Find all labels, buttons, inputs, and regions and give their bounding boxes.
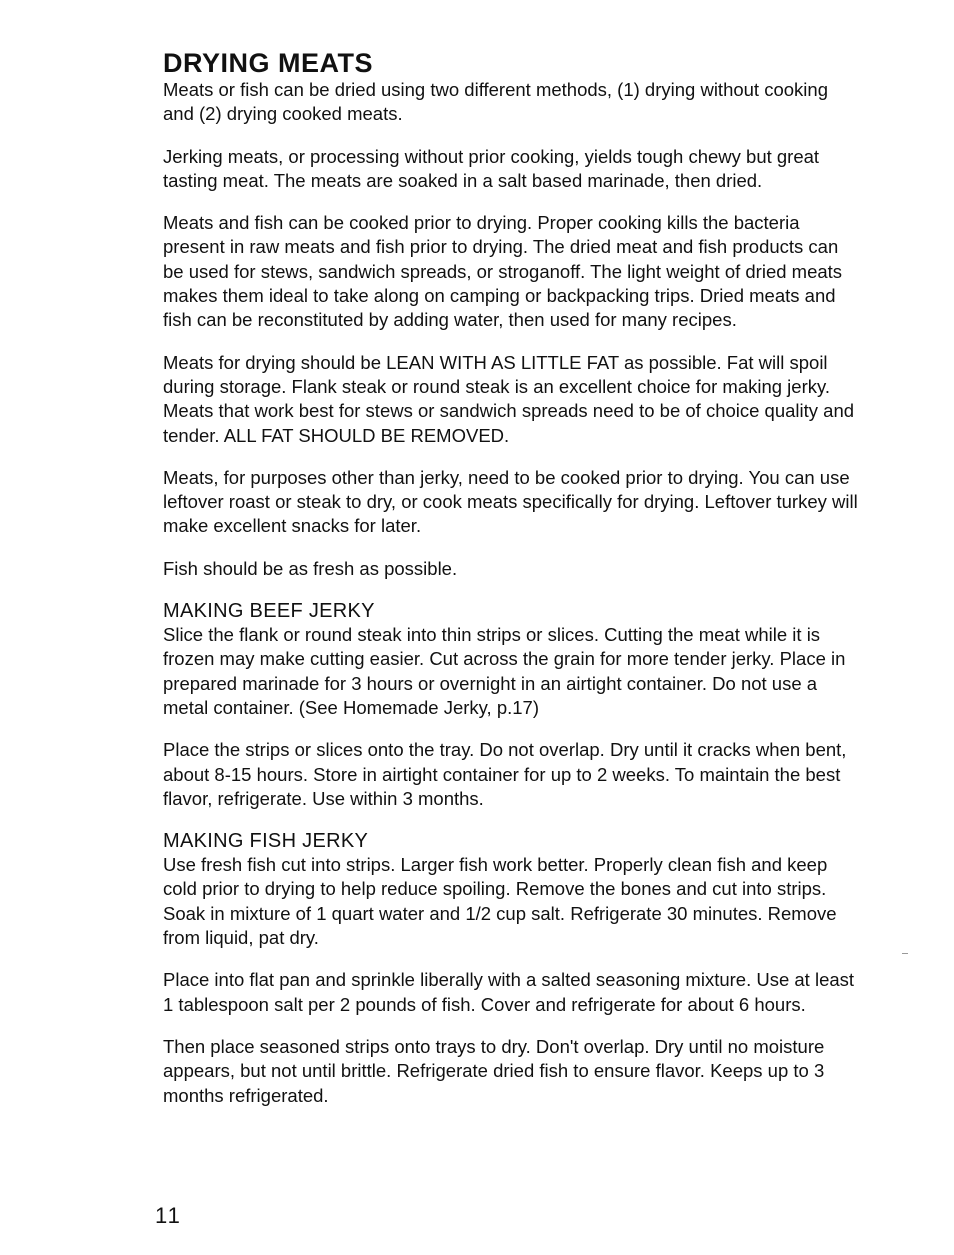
fish-jerky-paragraph-2: Place into flat pan and sprinkle liberally with a salted seasoning mixture. Use at least 1 tablespoon salt per 2 pounds of fish. Cover and refrigerate for about 6 hours. <box>163 969 855 1015</box>
intro-paragraph-4: Meats for drying should be LEAN WITH AS LITTLE FAT as possible. Fat will spoil during storage. Flank steak or round steak is an excellent choice for making jerky. Meats that work best for stews or sandwich spreads need to be of choice quality and tender. ALL FAT SHOULD BE REMOVED. <box>163 351 855 446</box>
beef-jerky-paragraph-1: Slice the flank or round steak into thin strips or slices. Cutting the meat while it is frozen may make cutting easier. Cut across the grain for more tender jerky. Place in prepared marinade for 3 hours or overnight in an airtight container. Do not use a metal container. (See Homemade Jerky, p.17) <box>163 624 846 718</box>
intro-paragraph-1: Meats or fish can be dried using two different methods, (1) drying without cooking and (2) drying cooked meats. <box>163 79 828 125</box>
fish-jerky-paragraph-1: Use fresh fish cut into strips. Larger fish work better. Properly clean fish and keep cold prior to drying to help reduce spoiling. Remove the bones and cut into strips. Soak in mixture of 1 quart water and 1/2 cup salt. Refrigerate 30 minutes. Remove from liquid, pat dry. <box>163 854 837 949</box>
margin-mark <box>902 953 908 954</box>
section-heading-beef-jerky: MAKING BEEF JERKY <box>163 600 375 623</box>
page-title: DRYING MEATS <box>163 48 374 78</box>
intro-paragraph-6: Fish should be as fresh as possible. <box>163 557 458 579</box>
intro-paragraph-3: Meats and fish can be cooked prior to drying. Proper cooking kills the bacteria present in raw meats and fish prior to drying. The dried meat and fish products can be used for stews, sandwich spreads, or stroganoff. The light weight of dried meats makes them ideal to take along on camping or backpacking trips. Dried meats and fish can be reconstituted by adding water, then used for many recipes. <box>163 212 843 331</box>
intro-paragraph-5: Meats, for purposes other than jerky, need to be cooked prior to drying. You can use leftover roast or steak to dry, or cook meats specifically for drying. Leftover turkey will make excellent snacks for later. <box>163 466 858 537</box>
document-page <box>163 48 863 1108</box>
intro-paragraph-2: Jerking meats, or processing without prior cooking, yields tough chewy but great tasting meat. The meats are soaked in a salt based marinade, then dried. <box>163 145 820 191</box>
fish-jerky-paragraph-3: Then place seasoned strips onto trays to dry. Don't overlap. Dry until no moisture appears, but not until brittle. Refrigerate dried fish to ensure flavor. Keeps up to 3 months refrigerated. <box>163 1035 825 1106</box>
section-heading-fish-jerky: MAKING FISH JERKY <box>163 830 369 853</box>
beef-jerky-paragraph-2: Place the strips or slices onto the tray. Do not overlap. Dry until it cracks when bent, about 8-15 hours. Store in airtight container for up to 2 weeks. To maintain the best flavor, refrigerate. Use within 3 months. <box>163 739 847 809</box>
page-number: 11 <box>155 1203 182 1228</box>
